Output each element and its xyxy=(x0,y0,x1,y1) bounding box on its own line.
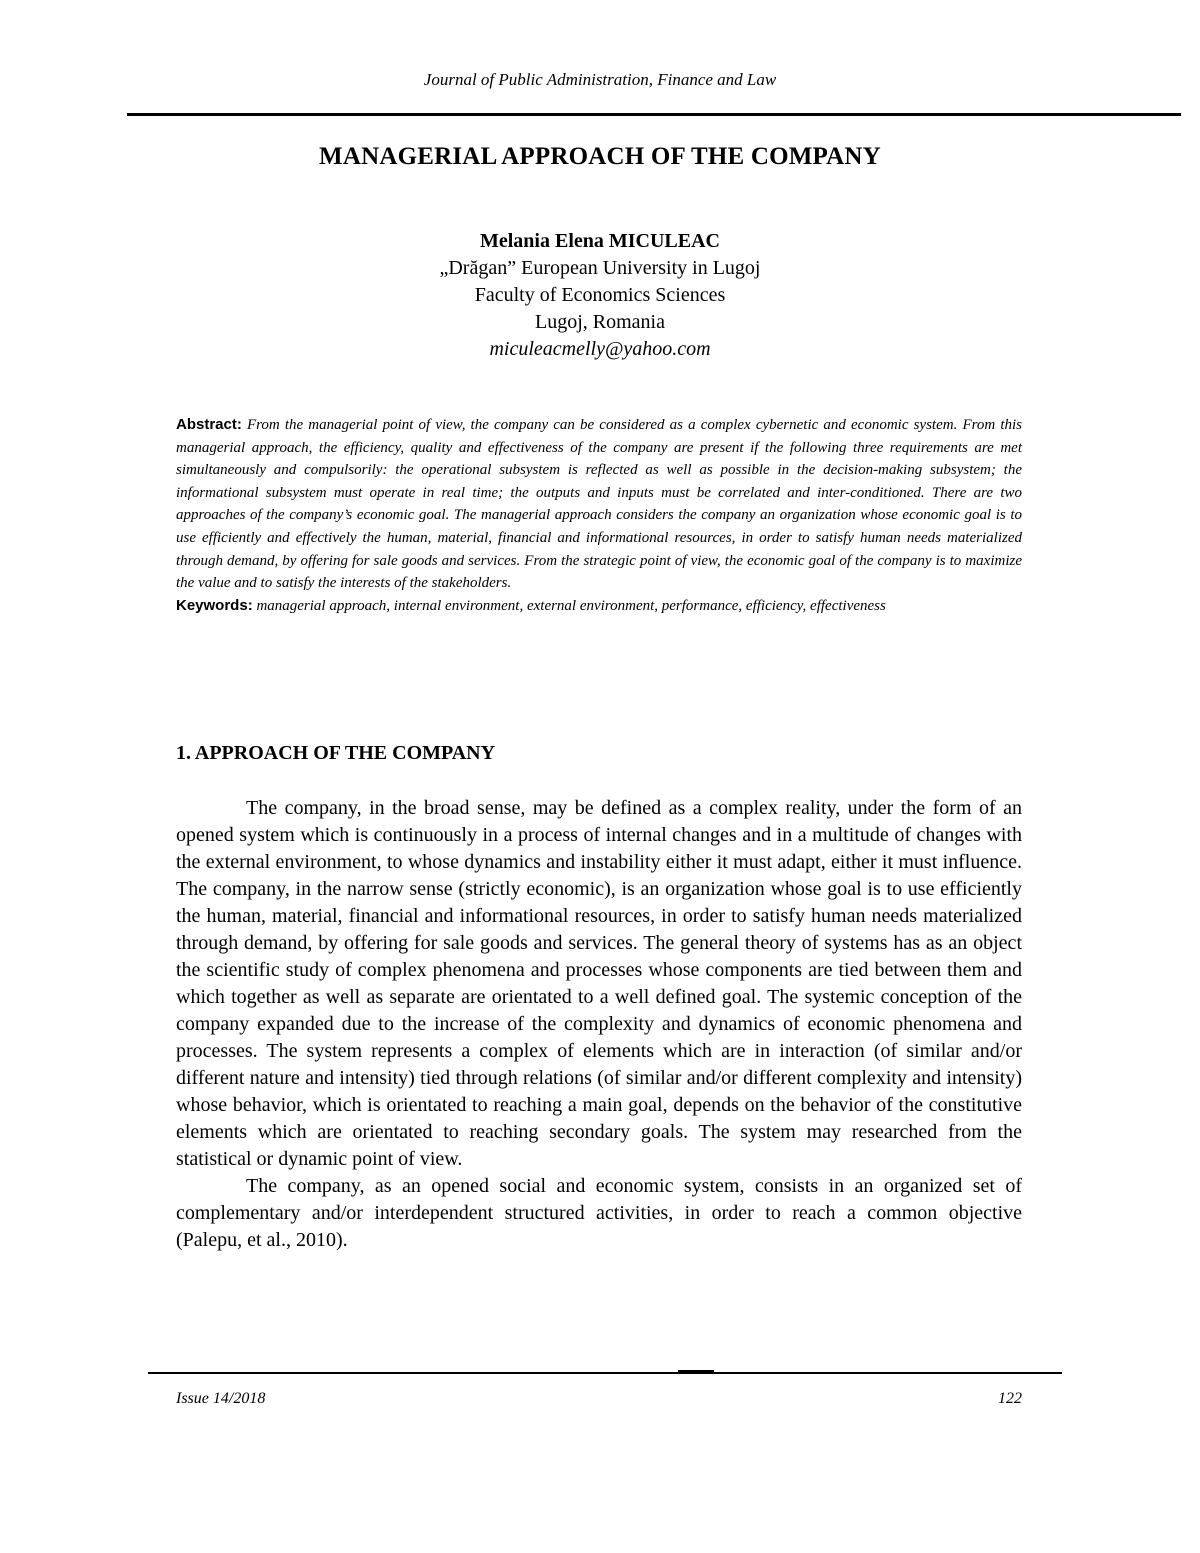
author-location: Lugoj, Romania xyxy=(535,311,665,333)
abstract-text: From the managerial point of view, the company can be considered as a complex cybernetic and economic system. From this managerial approach, the efficiency, quality and effectiveness of the company are present if the following three requirements are met simultaneously and compulsorily: the operational subsystem is reflected as well as possible in the decision-making subsystem; the informational subsystem must operate in real time; the outputs and inputs must be correlated and inter-conditioned. There are two approaches of the company’s economic goal. The managerial approach considers the company an organization whose economic goal is to use efficiently and effectively the human, material, financial and informational resources, in order to satisfy human needs materialized through demand, by offering for sale goods and services. From the strategic point of view, the economic goal of the company is to maximize the value and to satisfy the interests of the stakeholders. xyxy=(176,417,1023,592)
abstract-block xyxy=(176,414,1022,617)
footer-rule-mark xyxy=(678,1370,714,1373)
keywords-paragraph xyxy=(176,595,1022,618)
keywords-text: managerial approach, internal environment, external environment, performance, efficiency, effectiveness xyxy=(256,597,886,614)
section-heading: 1. APPROACH OF THE COMPANY xyxy=(176,742,496,764)
author-name: Melania Elena MICULEAC xyxy=(480,230,720,252)
keywords-label: Keywords: xyxy=(176,596,253,614)
body-paragraph: The company, in the broad sense, may be defined as a complex reality, under the form of an opened system which is continuously in a process of internal changes and in a multitude of changes with the external environment, to whose dynamics and instability either it must adapt, either it must influence. The company, in the narrow sense (strictly economic), is an organization whose goal is to use efficiently the human, material, financial and informational resources, in order to satisfy human needs materialized through demand, by offering for sale goods and services. The general theory of systems has as an object the scientific study of complex phenomena and processes whose components are tied between them and which together as well as separate are orientated to a well defined goal. The systemic conception of the company expanded due to the increase of the complexity and dynamics of economic phenomena and processes. The system represents a complex of elements which are in interaction (of similar and/or different nature and intensity) tied through relations (of similar and/or different complexity and intensity) whose behavior, which is orientated to reaching a main goal, depends on the behavior of the constitutive elements which are orientated to reaching secondary goals. The system may researched from the statistical or dynamic point of view. xyxy=(176,797,1022,1170)
section-body xyxy=(176,795,1022,1254)
abstract-paragraph xyxy=(176,414,1022,595)
body-paragraph: The company, as an opened social and economic system, consists in an organized set of complementary and/or interdependent structured activities, in order to reach a common objective (Palepu, et al., 2010). xyxy=(176,1175,1022,1251)
footer-rule xyxy=(148,1372,1062,1374)
author-affiliation: „Drăgan” European University in Lugoj xyxy=(439,257,761,279)
page-number: 122 xyxy=(998,1390,1022,1407)
author-email[interactable]: miculeacmelly@yahoo.com xyxy=(489,338,711,360)
header-rule xyxy=(127,113,1181,116)
author-block xyxy=(0,228,1200,363)
author-faculty: Faculty of Economics Sciences xyxy=(474,284,726,306)
paper-title: MANAGERIAL APPROACH OF THE COMPANY xyxy=(319,143,881,170)
footer-issue: Issue 14/2018 xyxy=(176,1390,266,1407)
abstract-label: Abstract: xyxy=(176,416,242,433)
journal-header: Journal of Public Administration, Finance and Law xyxy=(423,70,777,89)
